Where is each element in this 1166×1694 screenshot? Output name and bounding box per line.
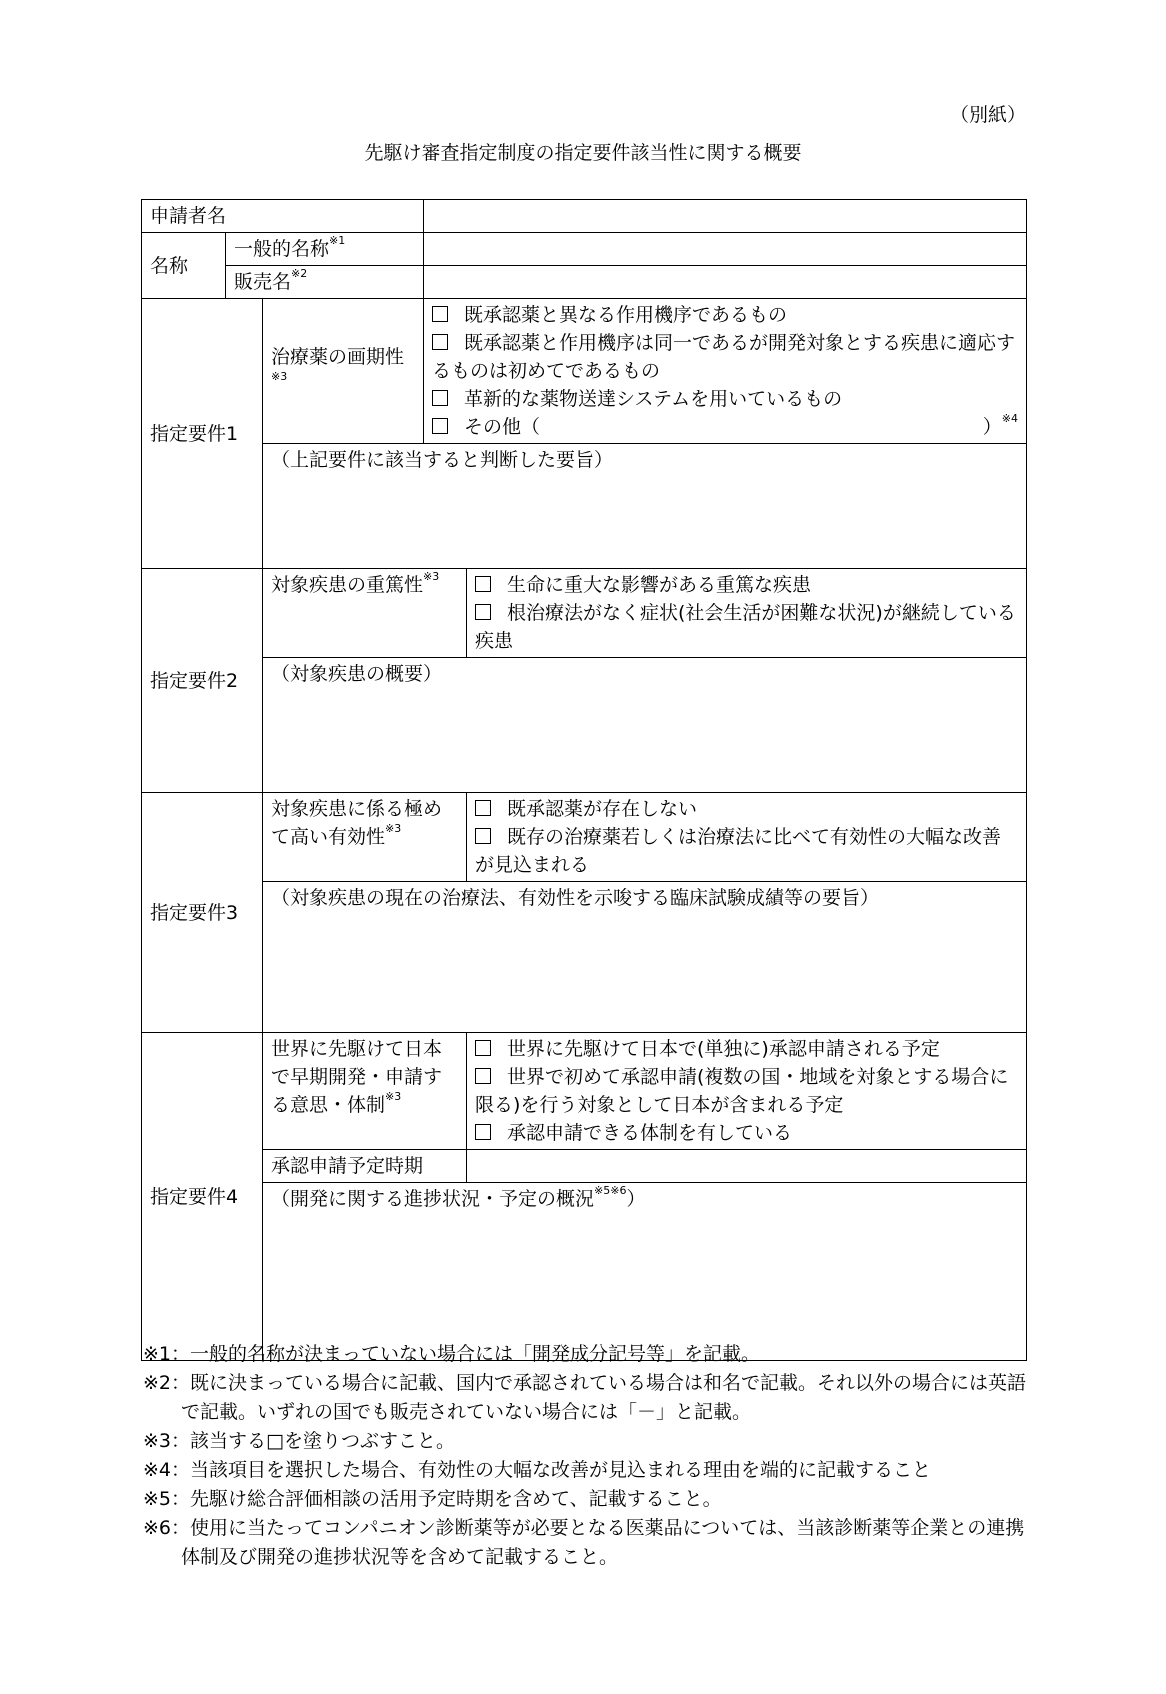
req1-sub-label: 治療薬の画期性$^{※3}$ (263, 299, 424, 444)
application-form-table (141, 199, 1027, 1361)
checkbox[interactable] (432, 334, 448, 350)
req1-summary[interactable]: （上記要件に該当すると判断した要旨） (263, 444, 1027, 569)
req4-option[interactable]: 世界に先駆けて日本で(単独に)承認申請される予定 (475, 1035, 1018, 1063)
checkbox[interactable] (432, 418, 448, 434)
checkbox[interactable] (475, 800, 491, 816)
req3-option[interactable]: 既存の治療薬若しくは治療法に比べて有効性の大幅な改善が見込まれる (475, 826, 1002, 876)
brand-name-field[interactable] (424, 266, 1027, 299)
footnote: ※5：先駆け総合評価相談の活用予定時期を含めて、記載すること。 (143, 1488, 722, 1510)
req2-option[interactable]: 根治療法がなく症状(社会生活が困難な状況)が継続している疾患 (475, 602, 1016, 652)
req2-label: 指定要件2 (142, 569, 263, 793)
req2-option[interactable]: 生命に重大な影響がある重篤な疾患 (475, 571, 1018, 599)
req4-schedule-field[interactable] (467, 1150, 1027, 1183)
checkbox[interactable] (475, 576, 491, 592)
req1-option[interactable]: 既承認薬と異なる作用機序であるもの (432, 301, 1018, 329)
req1-option[interactable]: 既承認薬と作用機序は同一であるが開発対象とする疾患に適応するものは初めてであるもの (432, 332, 1016, 382)
req1-option[interactable]: 革新的な薬物送達システムを用いているもの (432, 385, 1018, 413)
name-label: 名称 (142, 233, 226, 299)
req3-summary[interactable]: （対象疾患の現在の治療法、有効性を示唆する臨床試験成績等の要旨） (263, 882, 1027, 1033)
req4-sub-label: 世界に先駆けて日本で早期開発・申請する意思・体制$^{※3}$ (263, 1033, 467, 1150)
generic-name-field[interactable] (424, 233, 1027, 266)
req1-options (424, 299, 1027, 444)
req2-summary[interactable]: （対象疾患の概要） (263, 658, 1027, 793)
applicant-field[interactable] (424, 200, 1027, 233)
footnote: ※4：当該項目を選択した場合、有効性の大幅な改善が見込まれる理由を端的に記載すること (143, 1459, 932, 1481)
checkbox[interactable] (475, 828, 491, 844)
req3-options (467, 793, 1027, 882)
footnote: ※1：一般的名称が決まっていない場合には「開発成分記号等」を記載。 (143, 1343, 761, 1365)
req4-schedule-label: 承認申請予定時期 (263, 1150, 467, 1183)
req2-options (467, 569, 1027, 658)
req3-sub-label: 対象疾患に係る極めて高い有効性$^{※3}$ (263, 793, 467, 882)
req2-sub-label: 対象疾患の重篤性$^{※3}$ (263, 569, 467, 658)
req4-options (467, 1033, 1027, 1150)
req4-option[interactable]: 世界で初めて承認申請(複数の国・地域を対象とする場合に限る)を行う対象として日本が含まれる予定 (475, 1066, 1009, 1116)
checkbox[interactable] (475, 1124, 491, 1140)
req3-option[interactable]: 既承認薬が存在しない (475, 795, 1018, 823)
annex-label: （別紙） (949, 104, 1026, 126)
checkbox[interactable] (432, 306, 448, 322)
req3-label: 指定要件3 (142, 793, 263, 1033)
footnote: ※6：使用に当たってコンパニオン診断薬等が必要となる医薬品については、当該診断薬等企業との連携体制及び開発の進捗状況等を含めて記載すること。 (143, 1517, 1025, 1568)
checkbox[interactable] (475, 1040, 491, 1056)
brand-name-label: 販売名$^{※2}$ (226, 266, 424, 299)
footnotes (143, 1340, 1033, 1572)
req4-summary[interactable]: （開発に関する進捗状況・予定の概況$^{※5※6}$） (263, 1183, 1027, 1361)
req4-option[interactable]: 承認申請できる体制を有している (475, 1119, 1018, 1147)
req4-label: 指定要件4 (142, 1033, 263, 1361)
footnote: ※2：既に決まっている場合に記載、国内で承認されている場合は和名で記載。それ以外の場合には英語で記載。いずれの国でも販売されていない場合には「－」と記載。 (143, 1372, 1027, 1423)
req1-option-other[interactable]: その他（ ）$^{※4}$ (432, 413, 1018, 441)
generic-name-label: 一般的名称$^{※1}$ (226, 233, 424, 266)
applicant-label: 申請者名 (142, 200, 424, 233)
req1-label: 指定要件1 (142, 299, 263, 569)
footnote: ※3：該当する□を塗りつぶすこと。 (143, 1430, 455, 1452)
checkbox[interactable] (432, 390, 448, 406)
checkbox[interactable] (475, 604, 491, 620)
document-title: 先駆け審査指定制度の指定要件該当性に関する概要 (364, 142, 802, 164)
checkbox[interactable] (475, 1068, 491, 1084)
